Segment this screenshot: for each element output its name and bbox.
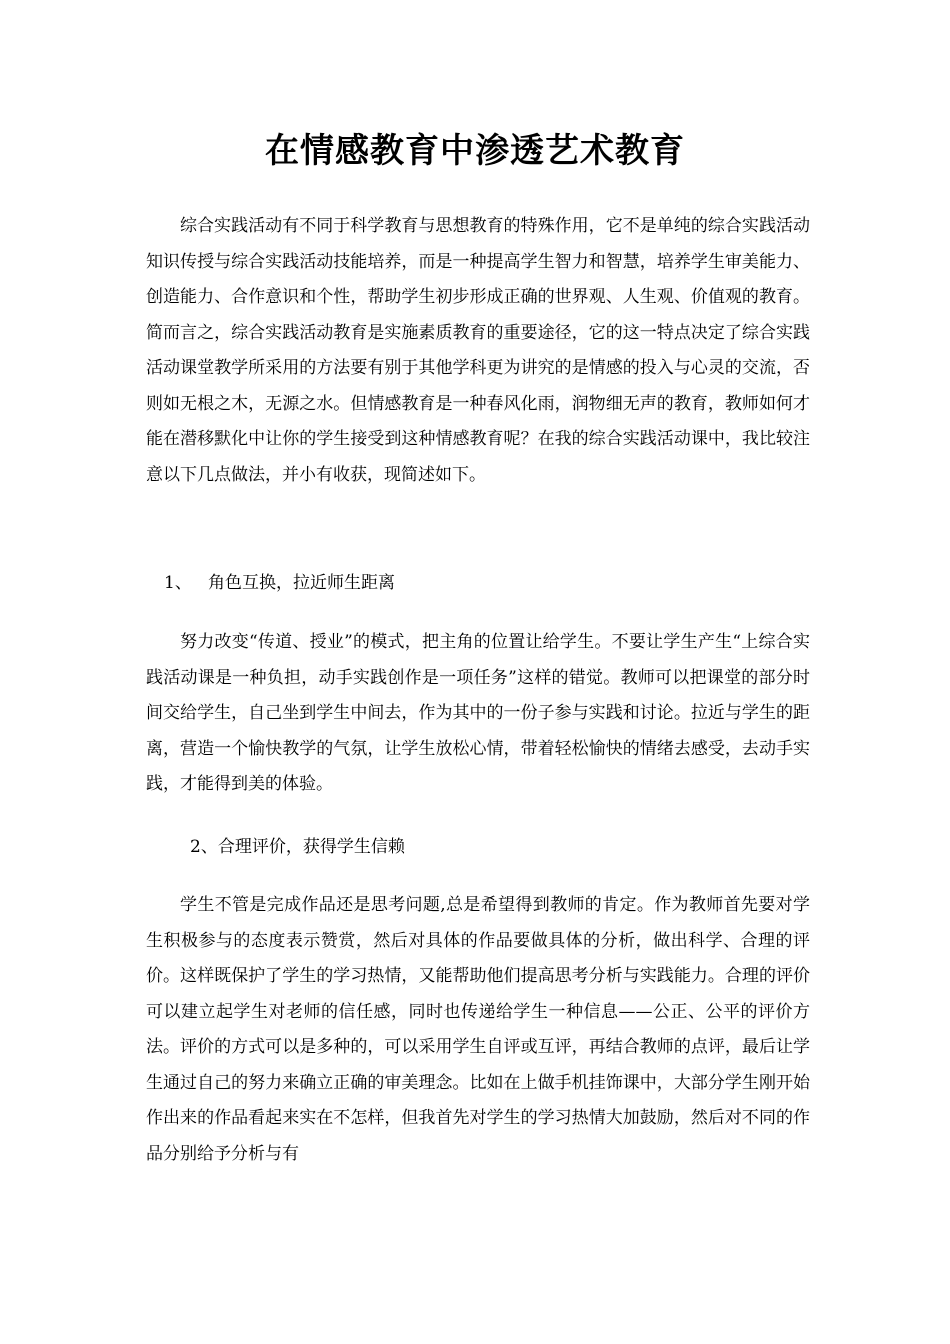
section-2-heading: 2、合理评价，获得学生信赖 (190, 837, 405, 857)
section-1-heading-text: 角色互换，拉近师生距离 (208, 573, 395, 593)
section-1-paragraph: 努力改变“传道、授业”的模式，把主角的位置让给学生。不要让学生产生“上综合实践活动课是一种负担，动手实践创作是一项任务”这样的错觉。教师可以把课堂的部分时间交给学生，自己坐到学生中间去，作为其中的一份子参与实践和讨论。拉近与学生的距离，营造一个愉快教学的气氛，让学生放松心情，带着轻松愉快的情绪去感受，去动手实践，才能得到美的体验。 (146, 632, 810, 794)
section-2-paragraph: 学生不管是完成作品还是思考问题,总是希望得到教师的肯定。作为教师首先要对学生积极参与的态度表示赞赏，然后对具体的作品要做具体的分析，做出科学、合理的评价。这样既保护了学生的学习热情，又能帮助他们提高思考分析与实践能力。合理的评价可以建立起学生对老师的信任感，同时也传递给学生一种信息——公正、公平的评价方法。评价的方式可以是多种的，可以采用学生自评或互评，再结合教师的点评，最后让学生通过自己的努力来确立正确的审美理念。比如在上做手机挂饰课中，大部分学生刚开始作出来的作品看起来实在不怎样，但我首先对学生的学习热情大加鼓励，然后对不同的作品分别给予分析与有 (146, 895, 810, 1164)
intro-paragraph: 综合实践活动有不同于科学教育与思想教育的特殊作用，它不是单纯的综合实践活动知识传授与综合实践活动技能培养，而是一种提高学生智力和智慧，培养学生审美能力、创造能力、合作意识和个性，帮助学生初步形成正确的世界观、人生观、价值观的教育。简而言之，综合实践活动教育是实施素质教育的重要途径，它的这一特点决定了综合实践活动课堂教学所采用的方法要有别于其他学科更为讲究的是情感的投入与心灵的交流，否则如无根之木，无源之水。但情感教育是一种春风化雨，润物细无声的教育，教师如何才能在潜移默化中让你的学生接受到这种情感教育呢？在我的综合实践活动课中，我比较注意以下几点做法，并小有收获，现简述如下。 (146, 216, 810, 485)
document-title: 在情感教育中渗透艺术教育 (265, 131, 685, 171)
section-1-heading (164, 566, 395, 601)
section-1-number: 1、 (164, 573, 192, 593)
